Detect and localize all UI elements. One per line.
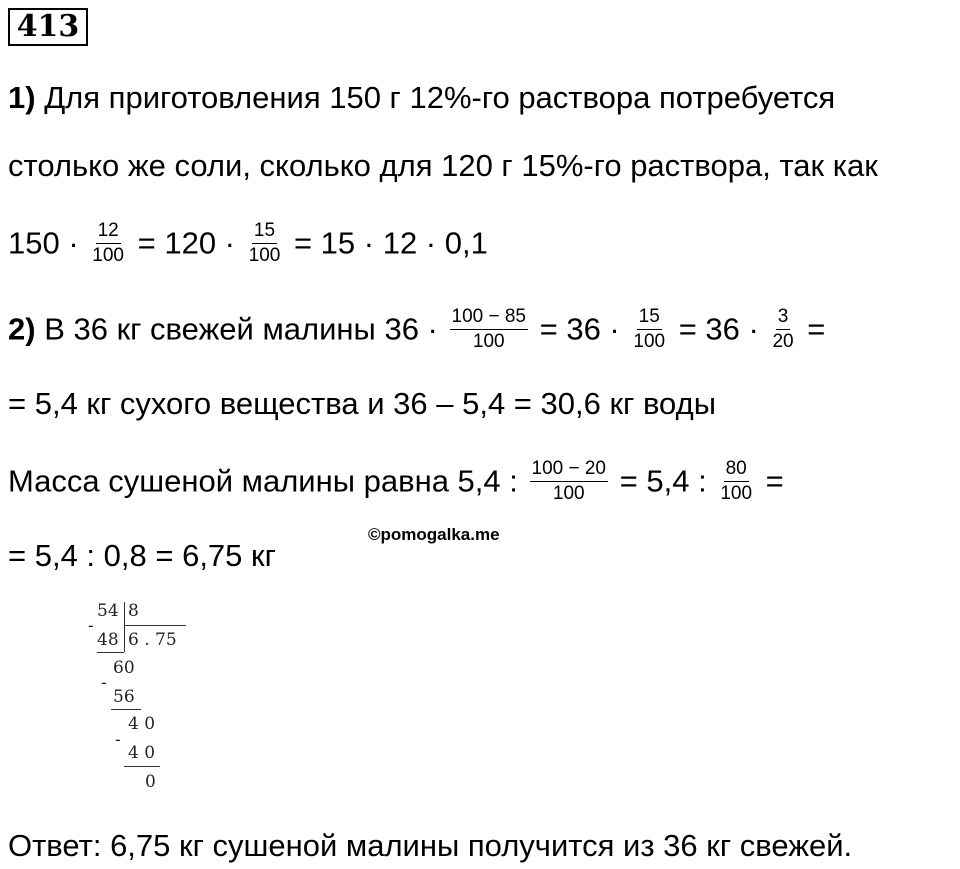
ld-quotient: 6 . 75 <box>128 630 177 650</box>
part1-equation <box>8 222 488 269</box>
fraction <box>247 220 283 267</box>
part1-text1: Для приготовления 150 г 12%-го раствора потребуется <box>35 80 836 115</box>
fraction-numerator: 15 <box>252 220 277 244</box>
fraction-numerator: 3 <box>776 306 791 330</box>
fraction-denominator: 100 <box>92 245 124 266</box>
fraction-numerator: 15 <box>637 306 662 330</box>
fraction-numerator: 80 <box>724 458 749 482</box>
ld-remainder: 60 <box>113 658 135 678</box>
fraction-denominator: 100 <box>248 245 281 266</box>
part2-label: 2) <box>8 311 36 347</box>
part1-label: 1) <box>8 80 36 115</box>
ld-minus: - <box>88 616 94 636</box>
part2-line3 <box>8 460 784 507</box>
eq-term: = 36 · <box>539 311 620 347</box>
fraction-denominator: 100 <box>472 331 505 352</box>
eq-term: = 15 · 12 · 0,1 <box>293 225 488 261</box>
ld-quotient-bar <box>124 625 186 626</box>
fraction <box>90 220 126 267</box>
ld-remainder: 4 0 <box>128 714 156 734</box>
part1-line1 <box>8 78 835 118</box>
eq-term: = 36 · <box>678 311 759 347</box>
watermark: ©pomogalka.me <box>368 525 500 544</box>
ld-underline <box>97 652 124 653</box>
part2-line2: = 5,4 кг сухого вещества и 36 – 5,4 = 30,6 кг воды <box>8 386 716 421</box>
eq-term: = 5,4 : <box>619 463 707 499</box>
fraction-numerator: 100 − 20 <box>530 458 609 482</box>
eq-term: = 120 · <box>137 225 235 261</box>
ld-subtrahend: 4 0 <box>128 743 156 763</box>
fraction-numerator: 12 <box>96 220 121 244</box>
ld-subtrahend: 56 <box>113 687 135 707</box>
ld-vertical-bar <box>124 602 125 652</box>
ld-underline <box>124 766 160 767</box>
eq-term: Масса сушеной малины равна 5,4 : <box>8 463 518 499</box>
part1-line2: столько же соли, сколько для 120 г 15%-го раствора, так как <box>8 148 878 183</box>
fraction-denominator: 20 <box>772 331 794 352</box>
part2-line4: = 5,4 : 0,8 = 6,75 кг <box>8 538 276 573</box>
part2-line1 <box>8 308 825 355</box>
problem-number: 413 <box>8 8 88 46</box>
fraction-numerator: 100 − 85 <box>450 306 529 330</box>
ld-subtrahend: 48 <box>97 630 119 650</box>
ld-divisor: 8 <box>128 601 139 621</box>
ld-remainder: 0 <box>145 772 156 792</box>
fraction <box>530 458 609 505</box>
fraction <box>631 306 667 353</box>
fraction-denominator: 100 <box>720 483 753 504</box>
fraction-denominator: 100 <box>552 483 585 504</box>
eq-term: 150 · <box>8 225 79 261</box>
ld-minus: - <box>115 730 121 750</box>
fraction-denominator: 100 <box>633 331 666 352</box>
eq-term: = <box>807 311 826 347</box>
ld-underline <box>111 709 141 710</box>
fraction <box>770 306 795 353</box>
eq-term: = <box>765 463 784 499</box>
fraction <box>450 306 529 353</box>
answer-text: Ответ: 6,75 кг сушеной малины получится из 36 кг свежей. <box>8 828 853 863</box>
ld-minus: - <box>101 673 107 693</box>
fraction <box>718 458 754 505</box>
eq-term: В 36 кг свежей малины 36 · <box>35 311 438 347</box>
ld-dividend: 54 <box>97 601 119 621</box>
